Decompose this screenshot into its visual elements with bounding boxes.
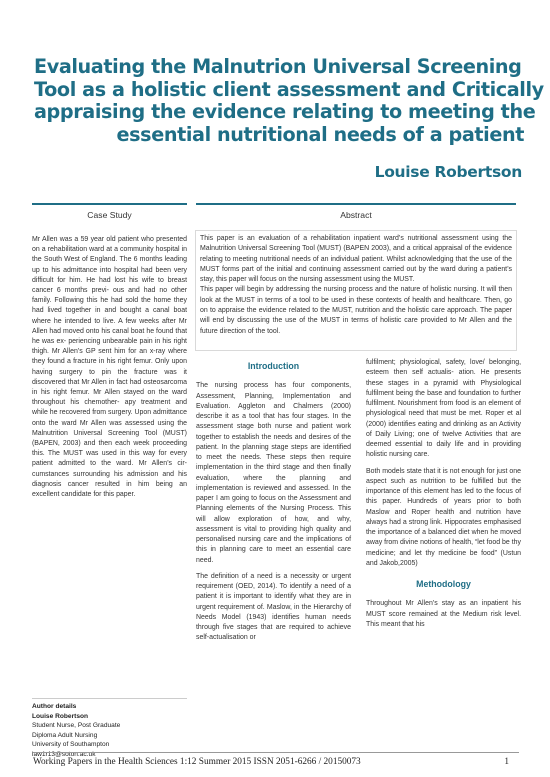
paper-title <box>34 55 544 146</box>
models-paragraph: Both models state that it is not enough for just one aspect such as nutrition to be fulfilled but the importance of this element has led to the focus of this paper. Hundreds of years prior to both Maslow and Roper health and nutrition have always had a strong link. Hippocrates emphasised the importance of a balanced diet when he moved away from divine notions of health, “let food be thy medicine; and let thy medicine be food” (Ustun and Jakob,2005) <box>366 467 521 567</box>
abstract-paragraph-1: This paper is an evaluation of a rehabilitation inpatient ward’s nutritional assessment using the Malnutrition Universal Screening Tool (MUST) (BAPEN 2003), and a critical appraisal of the evidence relating to meeting nutritional needs of an individual patient. Whilst acknowledging that the use of the MUST forms part of the initial and continuing assessment carried out by the ward during a patient’s stay, this paper will focus on the nursing assessment using the MUST. <box>200 235 512 284</box>
author-details-heading: Author details <box>32 703 77 710</box>
methodology-heading: Methodology <box>416 579 471 589</box>
author-details-name: Louise Robertson <box>32 712 89 720</box>
footer-citation: Working Papers in the Health Sciences 1:12 Summer 2015 ISSN 2051-6266 / 20150073 <box>33 757 361 767</box>
author-details <box>32 702 187 760</box>
abstract-paragraph-2: This paper will begin by addressing the nursing process and the nature of holistic nursing. It will then look at the MUST in terms of a tool to be used in these contexts of health and healthcare. Then, go on to appraise the evidence related to the MUST, nutrition and the holistic care approach. The paper will end by discussing the use of the MUST in terms of holistic care provided to Mr Allen and the future direction of the tool. <box>200 286 512 335</box>
author-details-divider <box>32 698 187 699</box>
right-column <box>366 358 521 636</box>
author-details-line-3: University of Southampton <box>32 741 110 749</box>
introduction-heading: Introduction <box>247 361 300 371</box>
page-number: 1 <box>504 757 509 767</box>
author-details-line-2: Diploma Adult Nursing <box>32 731 98 739</box>
case-study-text <box>32 235 187 506</box>
needs-paragraph: fulfilment; physiological, safety, love/ belonging, esteem then self actualis- ation. He presents these stages in a pyramid with Physiological fulfilment being the base and foundation to further fulfilment. Nourishment from food is an element of physiological need that must be met. Roper et al (2000) identifies eating and drinking as an Activity of Daily Living; one of twelve Activities that are deemed essential to daily life and in providing holistic nursing care. <box>366 359 521 459</box>
author-details-line-1: Student Nurse, Post Graduate <box>32 722 121 730</box>
case-study-heading: Case Study <box>32 203 187 220</box>
title-line-1: Evaluating the Malnutrion Universal Screening <box>34 55 522 78</box>
title-line-4: essential nutritional needs of a patient <box>116 122 524 146</box>
title-line-2: Tool as a holistic client assessment and Critically <box>34 77 544 101</box>
abstract-heading: Abstract <box>196 203 516 220</box>
author-name: Louise Robertson <box>374 163 522 181</box>
abstract-box <box>195 230 517 351</box>
introduction-column <box>196 361 351 650</box>
case-study-paragraph: Mr Allen was a 59 year old patient who presented on a rehabilitation ward at a community hospital in the South West of England. The 6 months leading up to his admittance into hospital had been very difficult for him. He had lost his wife to breast cancer 6 months previ- ous and had no other family. Following this he had sold the home they had lived together in and bought a canal boat where he intended to live. A few weeks after Mr Allen had moved onto his canal boat he found that he was ex- periencing unbearable pain in his right thigh. Mr Allen’s GP sent him for an x-ray where they found a fracture in his right femur. Only upon having surgery to pin the fracture was it discovered that Mr Allen in fact had osteosarcoma in his right femur. Mr Allen stayed on the ward throughout his chemother- apy treatment and while he recovered from surgery. Upon admittance onto the ward Mr Allen was assessed using the Malnutrition Universal Screening Tool (MUST) (BAPEN, 2003) and then each week proceeding this. The MUST was used in this way for every patient admitted to the ward. Mr Allen’s cir- cumstances surrounding his admission and his diagnosis cancer resulted in him being an excellent candidate for this paper. <box>32 236 187 499</box>
methodology-paragraph: Throughout Mr Allen’s stay as an inpatient his MUST score remained at the Medium risk level. This meant that his <box>366 600 521 628</box>
page-footer <box>33 752 519 767</box>
author-email: law1r13@soton.ac.uk <box>32 750 96 758</box>
introduction-paragraph-2: The definition of a need is a necessity or urgent requirement (OED, 2014). To identify a need of a patient it is important to identify what they are in urgent requirement of. Maslow, in the Hierarchy of Needs Model (1943) identifies human needs through five stages that are required to achieve self-actualisation or <box>196 572 351 642</box>
title-line-3: appraising the evidence relating to meeting the <box>34 100 536 124</box>
introduction-paragraph-1: The nursing process has four components, Assessment, Planning, Implementation and Evaluation. Aggleton and Chalmers (2000) describe it as a tool that has four stages. In the assessment stage both nurse and patient work together to establish the needs and desires of the patient. In the planning stage steps are identified to meet the needs. These steps then require implementation in the third stage and then finally evaluation, where the planning and implementation is reviewed and assessed. In the paper I am going to focus on the Assessment and Planning elements of the Nursing Process. This will allow exploration of how, and why, assessment is vital to providing high quality and personalised nursing care and the implications of this in planning care to meet an essential care need. <box>196 382 351 564</box>
